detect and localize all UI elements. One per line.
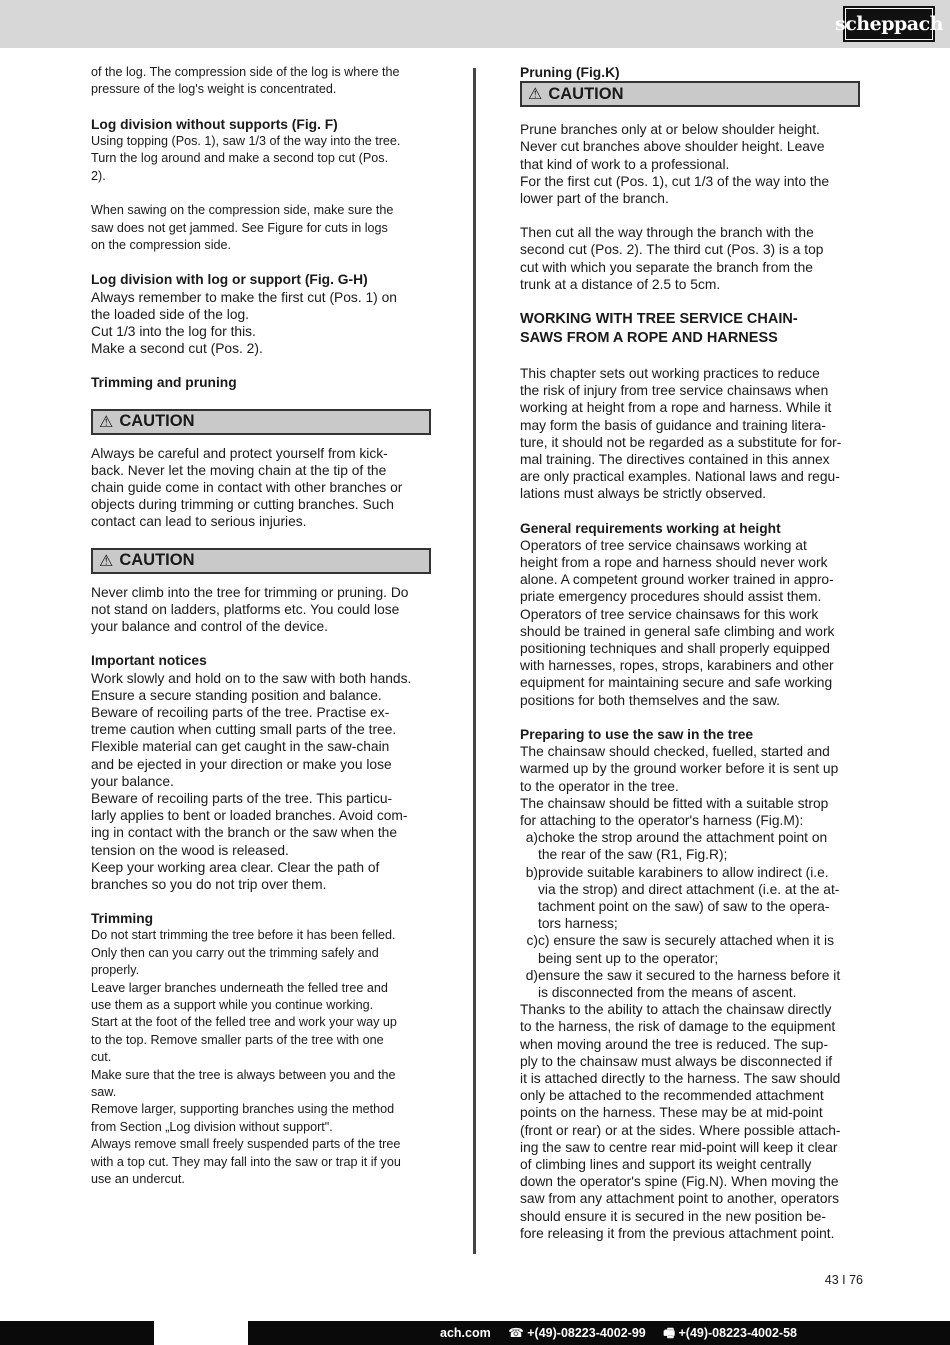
log-no-support-body [91, 133, 431, 185]
text-line: c) ensure the saw is securely attached when it is [538, 933, 835, 949]
prune-text-2 [520, 224, 860, 293]
preparing-body [520, 743, 860, 829]
intro-text [91, 64, 431, 99]
list-item [520, 967, 860, 1001]
text-line: to the operator in the tree. [520, 778, 679, 794]
section-title [520, 310, 860, 348]
text-line: Beware of recoiling parts of the tree. Practise ex- [91, 704, 390, 720]
text-line: warmed up by the ground worker before it is sent up [520, 761, 839, 777]
text-line: use them as a support while you continue working. [91, 997, 374, 1012]
text-line: contact can lead to serious injuries. [91, 514, 307, 530]
caution-label: CAUTION [119, 412, 195, 431]
text-line: your balance. [91, 773, 174, 789]
text-line: for attaching to the operator's harness (Fig.M): [520, 812, 804, 828]
text-line: positioning techniques and shall properly equipped [520, 641, 830, 657]
trimming-title: Trimming [91, 911, 154, 927]
text-line: with a top cut. They may fall into the saw or trap it if you [91, 1154, 401, 1169]
text-line: back. Never let the moving chain at the tip of the [91, 462, 387, 478]
text-line: tension on the wood is released. [91, 842, 289, 858]
log-support-title: Log division with log or support (Fig. G-H) [91, 272, 368, 288]
text-line: For the first cut (Pos. 1), cut 1/3 of the way into the [520, 173, 830, 189]
text-line: Never cut branches above shoulder height. Leave [520, 139, 825, 155]
text-line: Make a second cut (Pos. 2). [91, 341, 263, 357]
text-line: objects during trimming or cutting branches. Such [91, 497, 394, 513]
text-line: of the log. The compression side of the log is where the [91, 65, 400, 79]
caution-label: CAUTION [548, 84, 624, 103]
text-line: should be trained in general safe climbing and work [520, 623, 835, 639]
caution2-body [91, 584, 431, 636]
text-line: via the strop) and direct attachment (i.e. at the at- [538, 881, 840, 897]
text-line: of climbing lines and support its weight centrally [520, 1156, 812, 1172]
text-line: being sent up to the operator; [538, 950, 719, 966]
list-item [520, 864, 860, 933]
text-line: Using topping (Pos. 1), saw 1/3 of the way into the tree. [91, 134, 401, 149]
text-line: fore releasing it from the previous attachment point. [520, 1225, 835, 1241]
brand-logo: scheppach [843, 6, 935, 42]
warning-icon: ⚠ [99, 413, 114, 431]
general-body [520, 537, 860, 709]
text-line: alone. A competent ground worker trained in appro- [520, 572, 834, 588]
warning-icon: ⚠ [99, 552, 114, 570]
text-line: Never climb into the tree for trimming or pruning. Do [91, 584, 409, 600]
text-line: cut with which you separate the branch from the [520, 259, 813, 275]
text-line: may form the basis of guidance and training litera- [520, 417, 826, 433]
text-line: Leave larger branches underneath the felled tree and [91, 980, 388, 995]
text-line: treme caution when cutting small parts of the tree. [91, 722, 397, 738]
warning-icon: ⚠ [528, 86, 543, 104]
text-line: points on the harness. These may be at mid-point [520, 1105, 823, 1121]
text-line: priate emergency procedures should assist them. [520, 589, 822, 605]
preparing-after [520, 1001, 860, 1242]
list-marker: a) [525, 830, 538, 846]
trimming-body [91, 927, 431, 1188]
caution1-body [91, 445, 431, 531]
text-line: provide suitable karabiners to allow indirect (i.e. [538, 864, 829, 880]
text-line: The chainsaw should be fitted with a suitable strop [520, 795, 829, 811]
text-line: saw does not get jammed. See Figure for cuts in logs [91, 220, 388, 235]
important-title: Important notices [91, 653, 207, 669]
text-line: larly applies to bent or loaded branches. Avoid com- [91, 808, 408, 824]
list-item [520, 829, 860, 863]
caution-label: CAUTION [119, 551, 195, 570]
text-line: lations must always be strictly observed. [520, 486, 767, 502]
text-line: Prune branches only at or below shoulder height. [520, 122, 820, 138]
text-line: Operators of tree service chainsaws for this work [520, 606, 819, 622]
text-line: it is attached directly to the harness. The saw should [520, 1070, 841, 1086]
text-line: height from a rope and harness should never work [520, 555, 828, 571]
text-line: only be attached to the recommended attachment [520, 1088, 824, 1104]
text-line: ture, it should not be regarded as a substitute for for- [520, 434, 842, 450]
text-line: and be ejected in your direction or make you lose [91, 756, 392, 772]
text-line: Beware of recoiling parts of the tree. This particu- [91, 790, 393, 806]
text-line: The chainsaw should checked, fuelled, started and [520, 744, 830, 760]
text-line: Flexible material can get caught in the saw-chain [91, 739, 390, 755]
text-line: the rear of the saw (R1, Fig.R); [538, 847, 728, 863]
text-line: properly. [91, 963, 140, 978]
text-line: to the top. Remove smaller parts of the tree with one [91, 1032, 384, 1047]
text-line: the loaded side of the log. [91, 306, 250, 322]
list-item [520, 932, 860, 966]
text-line: use an undercut. [91, 1172, 185, 1187]
text-line: Only then can you carry out the trimming safely and [91, 945, 379, 960]
text-line: ply to the chainsaw must always be disconnected if [520, 1053, 833, 1069]
list-text [538, 967, 860, 1001]
list-text [538, 864, 860, 933]
text-line: to the harness, the risk of damage to the equipment [520, 1019, 836, 1035]
text-line: when moving around the tree is reduced. The sup- [520, 1036, 829, 1052]
text-line: second cut (Pos. 2). The third cut (Pos. 3) is a top [520, 242, 824, 258]
list-marker: d) [525, 967, 538, 983]
text-line: Ensure a secure standing position and balance. [91, 687, 382, 703]
text-line: Cut 1/3 into the log for this. [91, 324, 256, 340]
text-line: Then cut all the way through the branch with the [520, 225, 814, 241]
text-line: that kind of work to a professional. [520, 156, 730, 172]
page-number: 43 I 76 [824, 1273, 863, 1287]
text-line: Work slowly and hold on to the saw with both hands. [91, 670, 412, 686]
trimming-pruning-title: Trimming and pruning [91, 375, 237, 391]
text-line: choke the strop around the attachment point on [538, 830, 828, 846]
text-line: Start at the foot of the felled tree and work your way up [91, 1015, 397, 1030]
text-line: Always remember to make the first cut (Pos. 1) on [91, 289, 397, 305]
text-line: from Section „Log division without support". [91, 1119, 333, 1134]
text-line: SAWS FROM A ROPE AND HARNESS [520, 330, 778, 347]
text-line: lower part of the branch. [520, 191, 669, 207]
text-line: chain guide come in contact with other branches or [91, 480, 403, 496]
text-line: Operators of tree service chainsaws working at [520, 537, 807, 553]
text-line: This chapter sets out working practices to reduce [520, 366, 820, 382]
list-text [538, 829, 860, 863]
text-line: branches so you do not trip over them. [91, 876, 327, 892]
chapter-text [520, 365, 860, 503]
text-line: saw from any attachment point to another, operators [520, 1191, 840, 1207]
text-line: ing in contact with the branch or the saw when the [91, 825, 398, 841]
text-line: 2). [91, 168, 106, 183]
general-title: General requirements working at height [520, 520, 781, 536]
text-line: pressure of the log's weight is concentrated. [91, 82, 337, 97]
preparing-list [520, 829, 860, 1001]
list-text [538, 932, 860, 966]
text-line: Always remove small freely suspended parts of the tree [91, 1137, 401, 1152]
right-column [520, 64, 860, 1242]
header-bar [0, 0, 950, 48]
text-line: Turn the log around and make a second top cut (Pos. [91, 151, 389, 166]
log-support-body [91, 289, 431, 358]
preparing-title: Preparing to use the saw in the tree [520, 726, 754, 742]
footer-fax: 🖷 +(49)-08223-4002-58 [663, 1326, 797, 1340]
footer-contact [440, 1321, 811, 1345]
text-line: ing the saw to centre rear mid-point will keep it clear [520, 1139, 838, 1155]
column-divider [473, 68, 476, 1254]
text-line: with harnesses, ropes, strops, karabiners and other [520, 658, 834, 674]
text-line: on the compression side. [91, 238, 232, 253]
text-line: trunk at a distance of 2.5 to 5cm. [520, 276, 721, 292]
list-marker: c) [526, 933, 538, 949]
log-no-support-title: Log division without supports (Fig. F) [91, 116, 338, 132]
compression-text [91, 202, 431, 254]
text-line: not stand on ladders, platforms etc. You could lose [91, 601, 400, 617]
footer-gap [154, 1321, 248, 1345]
text-line: tachment point on the saw) of saw to the opera- [538, 898, 830, 914]
text-line: your balance and control of the device. [91, 619, 328, 635]
text-line: Make sure that the tree is always between you and the [91, 1067, 396, 1082]
text-line: Thanks to the ability to attach the chainsaw directly [520, 1002, 832, 1018]
text-line: Remove larger, supporting branches using the method [91, 1102, 395, 1117]
text-line: ensure the saw it secured to the harness before it [538, 967, 841, 983]
left-column [91, 64, 431, 1188]
pruning-title: Pruning (Fig.K) [520, 65, 620, 80]
text-line: working at height from a rope and harness. While it [520, 400, 832, 416]
text-line: Always be careful and protect yourself from kick- [91, 445, 388, 461]
text-line: cut. [91, 1050, 112, 1065]
text-line: saw. [91, 1085, 117, 1099]
text-line: When sawing on the compression side, make sure the [91, 203, 394, 218]
important-body [91, 670, 431, 894]
list-marker: b) [525, 864, 538, 880]
caution-box [520, 81, 860, 107]
text-line: WORKING WITH TREE SERVICE CHAIN- [520, 311, 798, 328]
text-line: Keep your working area clear. Clear the path of [91, 859, 380, 875]
prune-text-1 [520, 121, 860, 207]
text-line: are only practical examples. National laws and regu- [520, 469, 840, 485]
text-line: (front or rear) or at the sides. Where possible attach- [520, 1122, 841, 1138]
text-line: is disconnected from the means of ascent. [538, 984, 797, 1000]
caution-box [91, 548, 431, 574]
footer-phone: ☎ +(49)-08223-4002-99 [508, 1326, 646, 1340]
text-line: should ensure it is secured in the new position be- [520, 1208, 827, 1224]
text-line: Do not start trimming the tree before it has been felled. [91, 928, 396, 943]
text-line: down the operator's spine (Fig.N). When moving the [520, 1174, 839, 1190]
caution-box [91, 409, 431, 435]
text-line: equipment for maintaining secure and safe working [520, 675, 833, 691]
text-line: tors harness; [538, 916, 618, 932]
footer-web: ach.com [440, 1326, 491, 1340]
text-line: mal training. The directives contained in this annex [520, 452, 830, 468]
text-line: positions for both themselves and the saw. [520, 692, 780, 708]
text-line: the risk of injury from tree service chainsaws when [520, 383, 829, 399]
